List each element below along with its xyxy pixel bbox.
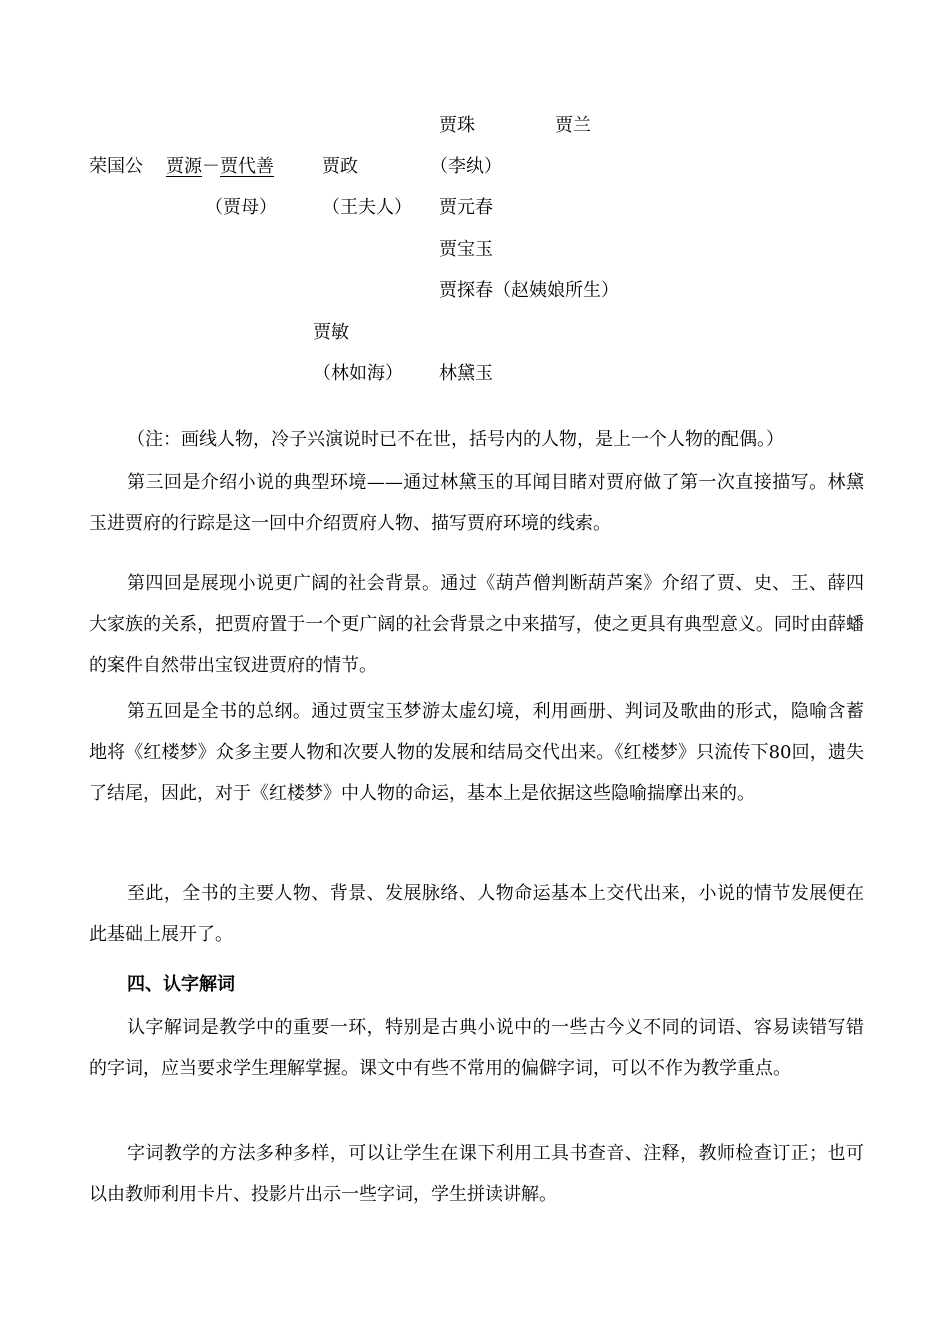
tree-dash: － [202,156,220,177]
tree-lineage [166,155,274,179]
paragraph-chapter-4: 第四回是展现小说更广阔的社会背景。通过《葫芦僧判断葫芦案》介绍了贾、史、王、薛四大家族的关系，把贾府置于一个更广阔的社会背景之中来描写，使之更具有典型意义。同时由薛蟠的案件自然带出宝钗进贾府的情节。 [89,573,864,676]
tree-jia-baoyu: 贾宝玉 [439,239,493,260]
tree-jia-mu: （贾母） [205,197,277,218]
tree-jia-lan: 贾兰 [555,115,591,136]
section-heading: 四、认字解词 [127,974,235,995]
paragraph-teaching-methods: 字词教学的方法多种多样，可以让学生在课下利用工具书查音、注释，教师检查订正；也可以由教师利用卡片、投影片出示一些字词，学生拼读讲解。 [89,1143,864,1205]
paragraph-summary: 至此，全书的主要人物、背景、发展脉络、人物命运基本上交代出来，小说的情节发展便在此基础上展开了。 [89,883,864,945]
tree-jia-yuan: 贾源 [166,156,202,177]
paragraph-chapter-5: 第五回是全书的总纲。通过贾宝玉梦游太虚幻境，利用画册、判词及歌曲的形式，隐喻含蓄地将《红楼梦》众多主要人物和次要人物的发展和结局交代出来。《红楼梦》只流传下80回，遗失了结尾，因此，对于《红楼梦》中人物的命运，基本上是依据这些隐喻揣摩出来的。 [89,701,864,804]
tree-jia-yuanchun: 贾元春 [439,197,493,218]
tree-jia-daishan: 贾代善 [220,156,274,177]
tree-jia-zhu: 贾珠 [439,115,475,136]
tree-rongguogong: 荣国公 [89,156,143,177]
tree-jia-zheng: 贾政 [322,156,358,177]
tree-li-wan: （李纨） [430,156,502,177]
tree-lin-ruhai: （林如海） [313,363,403,384]
tree-jia-min: 贾敏 [313,322,349,343]
tree-wang-furen: （王夫人） [322,197,412,218]
tree-lin-daiyu: 林黛玉 [439,363,493,384]
tree-note: （注：画线人物，冷子兴演说时已不在世，括号内的人物，是上一个人物的配偶。） [127,429,784,450]
paragraph-chapter-3: 第三回是介绍小说的典型环境——通过林黛玉的耳闻目睹对贾府做了第一次直接描写。林黛玉进贾府的行踪是这一回中介绍贾府人物、描写贾府环境的线索。 [89,472,864,534]
tree-jia-tanchun: 贾探春（赵姨娘所生） [439,280,619,301]
paragraph-word-study: 认字解词是教学中的重要一环，特别是古典小说中的一些古今义不同的词语、容易读错写错的字词，应当要求学生理解掌握。课文中有些不常用的偏僻字词，可以不作为教学重点。 [89,1017,864,1079]
